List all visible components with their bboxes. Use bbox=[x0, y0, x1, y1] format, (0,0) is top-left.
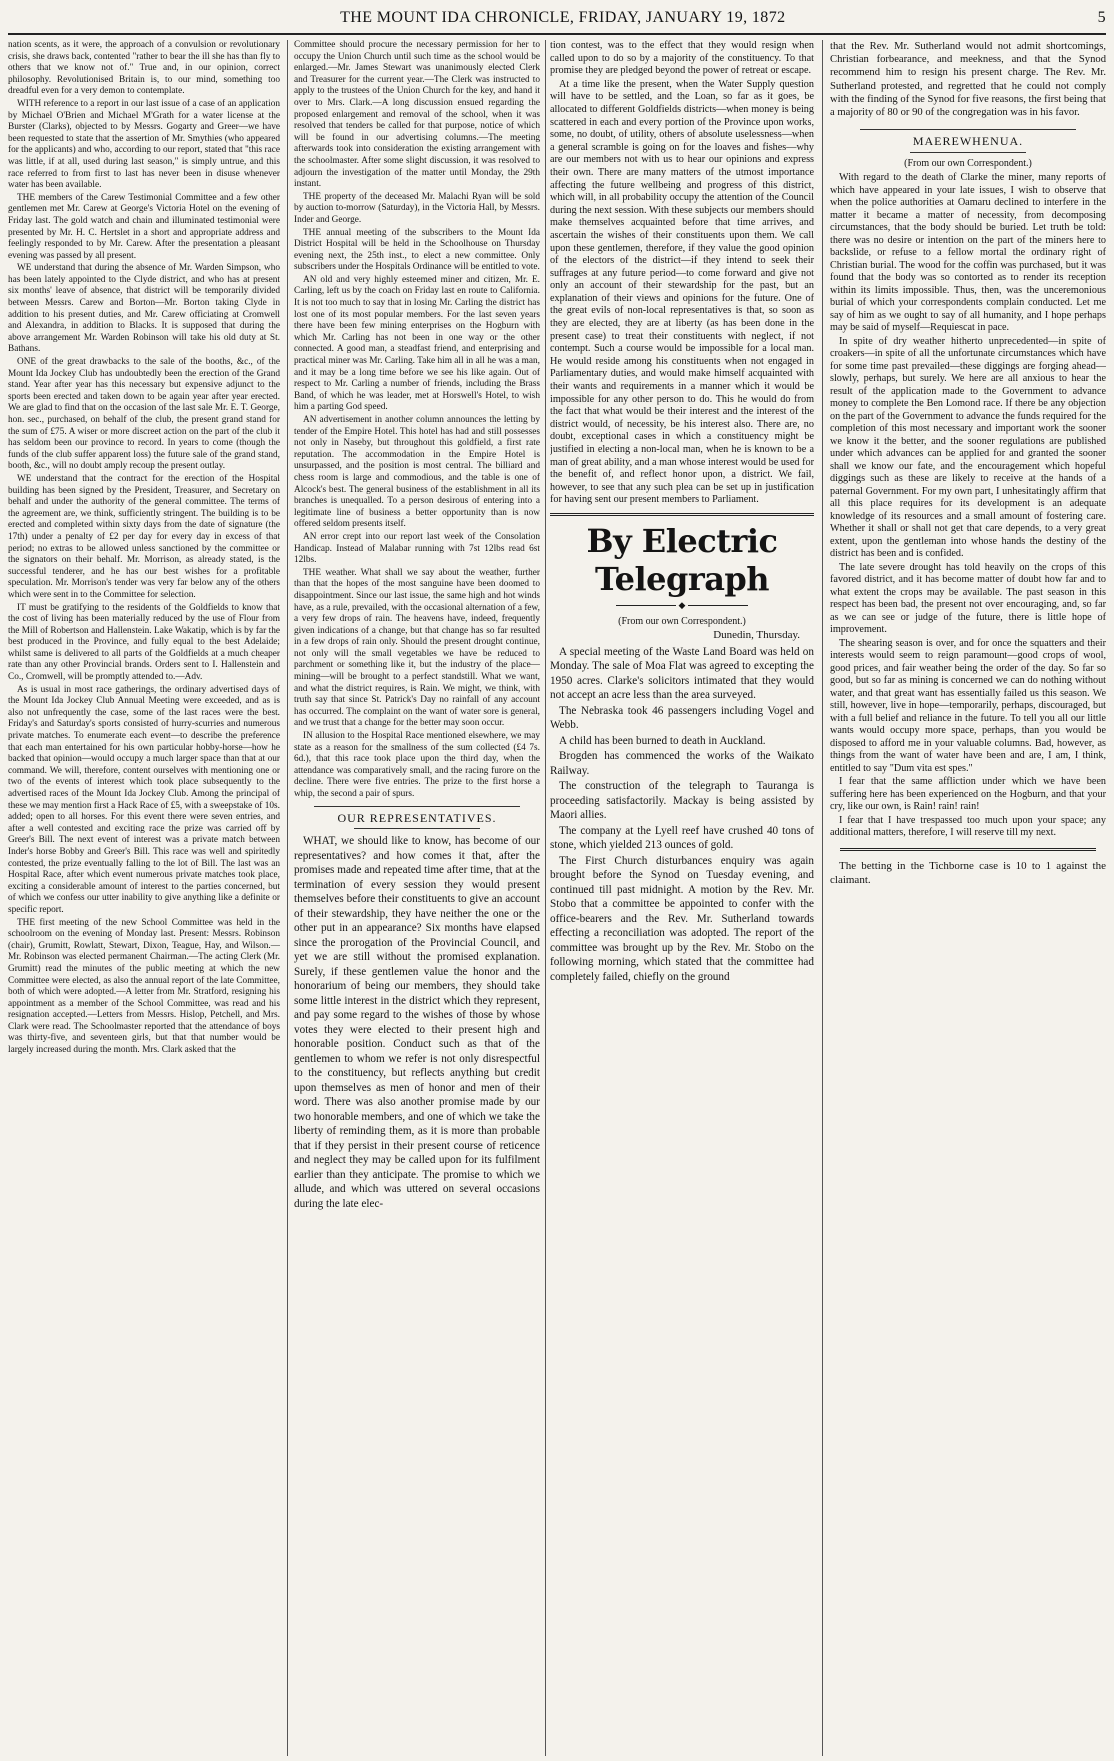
article-paragraph: THE members of the Carew Testimonial Committee and a few other gentlemen met Mr. Carew at George's Victoria Hotel on the evening of Friday last. The gold watch and chain and illuminated testimonial were presented by Mr. H. C. Hertslet in a short and appropriate address and feelingly responded to by Mr. Carew. After the presentation a pleasant evening was passed by all present. bbox=[8, 192, 280, 261]
article-paragraph: Committee should procure the necessary permission for her to occupy the Union Church until such time as the school would be enlarged.—Mr. James Stewart was unanimously elected Clerk and Treasurer for the current year.—The Clerk was instructed to apply to the trustees of the Union Church for the key, and hand it over to Mrs. Clark.—A long discussion ensued regarding the proposed enlargement and removal of the school, when it was resolved that tenders be called for that purpose, notice of which will be found in our advertising columns.—The meeting afterwards took into consideration the existing arrangement with the schoolmaster. After some slight discussion, it was resolved to adjourn the investigation of the matter until Monday, the 29th instant. bbox=[294, 40, 540, 190]
article-paragraph: I fear that the same affliction under which we have been suffering here has been experienced on the Hogburn, and that your cry, like our own, is Rain! rain! rain! bbox=[830, 776, 1106, 813]
article-paragraph: As is usual in most race gatherings, the ordinary advertised days of the Mount Ida Jockey Club Annual Meeting were exceeded, and as is also not unfrequently the case, some of the last races were the best. Friday's and Saturday's sports consisted of hurry-scurries and numerous private matches. To enumerate each event—to describe the preference that each man entertained for his own particular hobby-horse—how he backed that opinion—would occupy a much larger space than that at our command. We will, therefore, content ourselves with mentioning one or two of the events of interest which took place subsequently to the advertised races of the Mount Ida Jockey Club. Among the principal of these we may mention first a Hack Race of £5, with a sweepstake of 10s. added; open to all horses. For this event there were seven entries, and after a well contested and exciting race the prize was carried off by Greer's Bill. The next event of interest was a private match between Inder's horse Bobby and Greer's Bill. This race was well and spiritedly contested, the prize eventually falling to the lot of Bill. The last was an Hospital Race, after which event numerous private matches took place, exciting a considerable amount of interest to the parties concerned, but of which we confess our utter inability to give anything like a definite or specific report. bbox=[8, 684, 280, 915]
article-paragraph: IN allusion to the Hospital Race mentioned elsewhere, we may state as a reason for the smallness of the sum collected (£4 7s. 6d.), that this race took place upon the third day, when the attendance was comparatively small, and the racing furore on the decline. There were five entries. The prize to the first horse a whip, the second a pair of spurs. bbox=[294, 731, 540, 799]
section-rule bbox=[354, 828, 480, 829]
article-paragraph: THE weather. What shall we say about the weather, further than that the hopes of the most sanguine have been doomed to disappointment. Since our last issue, the same high and hot winds have, as a rule, prevailed, with the occasional alternation of a few, a very few drops of rain. The heavens have, indeed, frequently given indications of a change, but that change has so far resulted in a few drops of rain only. Should the present drought continue, not only will the small vegetables we have be reduced to parchment or something like it, but the industry of the place—mining—will be brought to a perfect standstill. What we want, and what the district requires, is Rain. We might, we think, with truth say that since St. Patrick's Day no rainfall of any account has occurred. The complaint on the want of water sore is general, and we trust that a change for the better may soon occur. bbox=[294, 567, 540, 729]
article-paragraph: nation scents, as it were, the approach of a convulsion or revolutionary crisis, she draws back, contented "rather to bear the ill she has than fly to others that we know not of." True and, in our opinion, correct philosophy. Revolutionised Britain is, to our mind, something too dreadful even for a very demon to contemplate. bbox=[8, 40, 280, 97]
telegraph-item: The Nebraska took 46 passengers including Vogel and Webb. bbox=[550, 704, 814, 732]
article-paragraph: WE understand that the contract for the erection of the Hospital building has been signed by the President, Treasurer, and Secretary on behalf and under the authority of the general committee. The terms of the agreement are, we think, sufficiently stringent. The building is to be erected and completed within sixty days from the date of signature (the 17th) under a penalty of £2 per day for every day in excess of that period; no extras to be allowed unless sanctioned by the committee or the signators on their behalf. Mr. Morrison, as already stated, is the successful tenderer, and he has our best wishes for a profitable speculation. Mr. Morrison's tender was very far below any of the others which were sent in to the Committee for selection. bbox=[8, 473, 280, 600]
column-2 bbox=[294, 40, 540, 1756]
article-paragraph: AN old and very highly esteemed miner and citizen, Mr. E. Carling, left us by the coach on Friday last en route to California. It is not too much to say that in losing Mr. Carling the district has lost one of its most popular members. For the last seven years there have been few mining enterprises on the Hogburn with which Mr. Carling has not been in one way or the other connected. A good man, a steadfast friend, and enterprising and practical miner was Mr. Carling. Take him all in all he was a man, and it may be a long time before we see his like again. Out of respect to Mr. Carling a number of friends, including the Brass Band, of which he was leader, met at Horswell's Hotel, to wish him a parting God speed. bbox=[294, 274, 540, 413]
article-paragraph: IT must be gratifying to the residents of the Goldfields to know that the cost of living has been materially reduced by the use of Flour from the Mill of Robertson and Hallenstein. Lake Wakatip, which is by far the best produced in the Province, and fully equal to the best Adelaide; whilst same is delivered to all parts of the Goldfields at a much cheaper rate than any other Provincial brands. Orders sent to I. Hallenstein and Co., Cromwell, will be promptly attended to.—Adv. bbox=[8, 602, 280, 683]
article-paragraph: The shearing season is over, and for once the squatters and their interests would seem to reign paramount—good crops of wool, good prices, and fair weather being the order of the day. So far so good, but so far as mining is concerned we can do nothing without water, and that great want has essentially failed us this season. We still, however, live in hope—temporarily, perhaps, discouraged, but with a full belief and reliance in the future. To tell you all our little wants would occupy more space, perhaps, than you would be disposed to afford me in your valuable columns. Bad, however, as things from the want of water have been and are, I am, I think, entitled to say "Dum vita est spes." bbox=[830, 637, 1106, 774]
ornament-rule bbox=[550, 600, 814, 612]
article-paragraph: The betting in the Tichborne case is 10 to 1 against the claimant. bbox=[830, 859, 1106, 886]
column-1 bbox=[8, 40, 280, 1756]
column-3 bbox=[550, 40, 814, 1756]
telegraph-item: Brogden has commenced the works of the Waikato Railway. bbox=[550, 750, 814, 777]
diamond-icon: ◆ bbox=[678, 599, 686, 610]
article-paragraph: WHAT, we should like to know, has become of our representatives? and how comes it that, after the promises made and repeated time after time, that at the termination of every session they would present themselves before their constituents to give an account of their stewardship, they have neither the one or the other put in an appearance? Six months have elapsed since the prorogation of the Provincial Council, and yet we are still without the promised explanation. Surely, if these gentlemen value the honor and the honorarium of being our members, they should take some little interest in the district which they represent, and pay some regard to the wishes of those by whose votes they were elected to their present high and honorable position. Conduct such as that of the gentlemen to whom we refer is not only disrespectful to the constituency, but reflects anything but credit upon themselves as men of honor and men of their word. There was also another promise made by our two honorable members, and one of which we take the liberty of reminding them, as it is more than probable that if they persist in their present course of reticence and neglect they may be called upon for its fulfilment earlier than they anticipate. The promise to which we allude, and which was uttered on several occasions during the late elec- bbox=[294, 835, 540, 1210]
telegraph-item: The construction of the telegraph to Tauranga is proceeding satisfactorily. Mackay is being assisted by Maori allies. bbox=[550, 780, 814, 822]
masthead-rule bbox=[8, 33, 1106, 35]
column-4 bbox=[830, 40, 1106, 1756]
section-rule bbox=[910, 152, 1026, 153]
article-paragraph: that the Rev. Mr. Sutherland would not admit shortcomings, Christian forbearance, and meekness, and that the Synod recommend him to resign his present charge. The Rev. Mr. Sutherland protested, and regretted that he could not comply with the finding of the Synod for five reasons, the first being that a majority of 80 or 90 of the congregation was in his favor. bbox=[830, 41, 1106, 119]
telegraph-item: The First Church disturbances enquiry was again brought before the Synod on Tuesday evening, and continued till past midnight. A motion by the Rev. Mr. Stobo that a committee be appointed to confer with the office-bearers and the Rev. Mr. Sutherland towards effecting a reconciliation was adopted. The report of the committee was brought up by the Rev. Mr. Stobo on the following morning, which stated that the committee had completely failed, chiefly on the ground bbox=[550, 854, 814, 983]
telegraph-heading: By Electric Telegraph bbox=[586, 521, 778, 598]
masthead-title: THE MOUNT IDA CHRONICLE, FRIDAY, JANUARY 19, 1872 bbox=[340, 9, 786, 26]
article-paragraph: ONE of the great drawbacks to the sale of the booths, &c., of the Mount Ida Jockey Club has undoubtedly been the erection of the Grand stand. Year after year has this necessary but expensive adjunct to the sports been erected and taken down to be again year after year erected. We are glad to find that on the occasion of the last sale Mr. E. T. George, hon. sec., purchased, on behalf of the club, the present grand stand for the sum of £75. A wiser or more discreet action on the part of the club it has seldom been our province to record. In years to come (though the funds of the club suffer apparent loss) the future sale of the grand stand, booth, &c., will no doubt amply recoup the present outlay. bbox=[8, 357, 280, 472]
telegraph-item: A child has been burned to death in Auckland. bbox=[559, 734, 766, 747]
column-divider bbox=[545, 40, 546, 1756]
section-rule bbox=[550, 513, 814, 516]
article-paragraph: tion contest, was to the effect that they would resign when called upon to do so by a majority of the constituency. To that promise they are pledged beyond the power of retreat or escape. bbox=[550, 40, 814, 77]
correspondent-note: (From our own Correspondent.) bbox=[618, 615, 746, 627]
page-number: 5 bbox=[1097, 9, 1106, 26]
article-paragraph: I fear that I have trespassed too much upon your space; any additional matters, therefore, I will reserve till my next. bbox=[830, 814, 1106, 839]
section-rule bbox=[860, 129, 1076, 130]
telegraph-item: A special meeting of the Waste Land Board was held on Monday. The sale of Moa Flat was agreed to excepting the 1950 acres. Clarke's solicitors intimated that they would not accept an acre less than the area surveyed. bbox=[550, 645, 814, 702]
article-paragraph: WITH reference to a report in our last issue of a case of an application by Michael O'Brien and Michael M'Grath for a water license at the Burster (Clarks), objected to by Messrs. Gogarty and Greer—we have been requested to state that the assertion of Mr. Smythies (who appeared for the applicants) and who, according to our report, stated that "this race was little, if at all, used during last season," is simply untrue, and this race referred to from first to last has never been in disuse whenever water has been available. bbox=[8, 98, 280, 191]
article-paragraph: At a time like the present, when the Water Supply question will have to be settled, and the Loan, so far as it goes, be allocated to different Goldfields districts—when money is being scattered in each and every portion of the Province upon works, some, no doubt, of utility, others of absolute uselessness—when a general scramble is going on for the loaves and fishes—why are our members not with us to hear our opinions and express their own. There are many matters of the utmost importance affecting the future wellbeing and progress of this district, which will, in all probability occupy the attention of the Council during the next session. With these subjects our members should make themselves acquainted before that time arrives, and ascertain the wishes of their constituents upon them. We call upon these gentlemen, therefore, if they value the good opinion of the electors of the district—if they intend to seek their suffrages at any future period—to come forward and give not only an account of their stewardship for the past, but an explanation of their views and opinions for the future. One of the great evils of non-local representatives is that, so soon as they are elected, they are at liberty (as has been done in the present case) to treat their constituents with neglect, if not contempt. Such a course would be impossible for a local man. He would reside among his constituents when not engaged in Parliamentary duties, and would make himself acquainted with their wants and requirements in a manner which it would be impossible for any other person to do. This he would do from the fact that what would be their interest and the interest of the district would, of necessity, be his interest also. There are, no doubt, exceptional cases in which a constituency might be justified in electing a non-local man, when he is known to be a man of great ability, and a man whose interest would be used for the benefit of, and reflect honor upon, a district. We fail, however, to see that any such plea can be set up in justification for having sent our present members to Parliament. bbox=[550, 78, 814, 506]
telegraph-item: The company at the Lyell reef have crushed 40 tons of stone, which yielded 213 ounces of gold. bbox=[550, 824, 814, 852]
article-paragraph: AN advertisement in another column announces the letting by tender of the Empire Hotel. This hotel has had and still possesses not only in Naseby, but throughout this goldfield, a first rate reputation. The accommodation in the Empire Hotel is unsurpassed, and the position is most central. The billiard and chess room is large and commodious, and the table is one of Alcock's best. The general business of the establishment in all its branches is unequalled. To a person desirous of entering into a legitimate line of business a better opportunity than is now offered seldom presents itself. bbox=[294, 415, 540, 530]
article-paragraph: With regard to the death of Clarke the miner, many reports of which have appeared in your late issues, I wish to observe that when the police authorities at Oamaru declined to interfere in the matter it became a matter of necessity, from decomposing circumstances, that the body should be buried. Let truth be told: there was no desire or intention on the part of the miners here to backslide, or refuse to a fellow mortal the ordinary right of Christian burial. The wood for the coffin was purchased, but it was found that the body was so contorted as to render its reception within its limits impossible. Thus, then, was the unceremonious burial of which your correspondents complain conducted. Let me say of him as we ought to say of all humanity, and I hope perhaps may be said of myself—Requiescat in pace. bbox=[830, 172, 1106, 334]
article-paragraph: THE first meeting of the new School Committee was held in the schoolroom on the evening of Monday last. Present: Messrs. Robinson (chair), Grumitt, Rowlatt, Stewart, Dixon, Teague, Hay, and Wilson.—Mr. Robinson was elected permanent Chairman.—The acting Clerk (Mr. Grumitt) read the minutes of the public meeting at which the new Committee were elected, as also the annual report of the late Committee, both of which were adopted.—A letter from Mr. Stratford, resigning his appointment as a member of the School Committee, was read and his resignation accepted.—Letters from Messrs. Hislop, Petchell, and Mrs. Clark were read. The Schoolmaster reported that the attendance of boys was thirty-five, and seventeen girls, but that that number would be largely increased during the month. Mrs. Clark asked that the bbox=[8, 917, 280, 1056]
article-paragraph: The late severe drought has told heavily on the crops of this favored district, and it has become matter of doubt how far and to what extent the crops may be available. The past season in this respect has been bad, the present not over encouraging, and, so far as we can see or judge of the future, there is little hope of improvement. bbox=[830, 561, 1106, 636]
dateline: Dunedin, Thursday. bbox=[713, 629, 800, 642]
article-paragraph: THE property of the deceased Mr. Malachi Ryan will be sold by auction to-morrow (Saturday), in the Victoria Hall, by Messrs. Inder and George. bbox=[294, 191, 540, 225]
section-rule bbox=[314, 806, 520, 807]
section-rule bbox=[840, 848, 1096, 851]
correspondent-note: (From our own Correspondent.) bbox=[904, 157, 1032, 169]
section-heading: MAEREWHENUA. bbox=[912, 134, 1024, 149]
column-divider bbox=[287, 40, 288, 1756]
masthead bbox=[8, 6, 1106, 30]
article-paragraph: WE understand that during the absence of Mr. Warden Simpson, who has been lately appointed to the Clyde district, and who has at present six months' leave of absence, that district will be temporarily divided between Messrs. Carew and Borton—Mr. Borton taking Clyde in addition to his present duties, and Mr. Carew officiating at Cromwell and Alexandra, in addition to Blacks. It is supposed that during the above arrangement Mr. Warden Robinson will take his old duty at St. Bathans. bbox=[8, 263, 280, 355]
article-paragraph: In spite of dry weather hitherto unprecedented—in spite of croakers—in spite of all the unfortunate circumstances which have for some time past prevailed—these diggings are forging ahead—slowly, perhaps, but surely. We here are all anxious to hear the result of the application made to the Government to advance money to complete the Ben Lomond race. If there be any objection on the part of the Government to advance the funds required for the completion of this most necessary and important work the sooner we know it the better, and the sooner regulations are published under which advances can be applied for and granted the sooner shall we know our fate, and the encouragement which hopeful diggings such as these are likely to receive at the hands of a paternal Government. For my own part, I unhesitatingly affirm that all this place requires for its development is an adequate knowledge of its resources and a small amount of fostering care. Whether it shall or shall not get that care depends, to a very great extent, upon the gentleman into whose hands the destiny of the district has been and is confided. bbox=[830, 335, 1106, 560]
article-paragraph: AN error crept into our report last week of the Consolation Handicap. Instead of Malabar running with 7st 12lbs read 6st 12lbs. bbox=[294, 531, 540, 566]
column-divider bbox=[822, 40, 823, 1756]
section-heading: OUR REPRESENTATIVES. bbox=[337, 810, 497, 825]
article-paragraph: THE annual meeting of the subscribers to the Mount Ida District Hospital will be held in the Schoolhouse on Thursday evening next, the 25th inst., to elect a new committee. Only subscribers under the Hospitals Ordinance will be entitled to vote. bbox=[294, 227, 540, 273]
